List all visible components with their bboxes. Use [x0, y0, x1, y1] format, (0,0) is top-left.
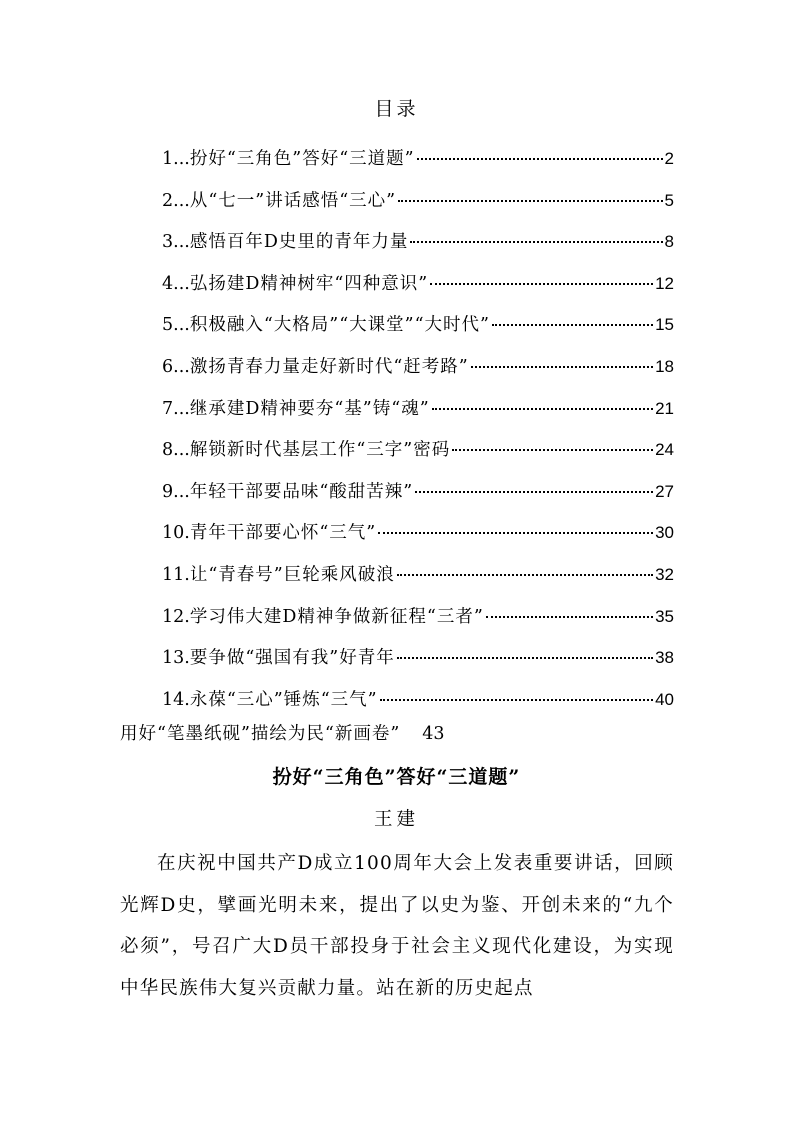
table-of-contents: [162, 145, 674, 727]
toc-entry-page: 18: [655, 356, 674, 376]
toc-leader-dots: [397, 657, 653, 659]
toc-entry[interactable]: [162, 311, 674, 353]
toc-entry-number: 3...: [162, 232, 190, 253]
toc-entry[interactable]: [162, 145, 674, 187]
toc-entry-number: 11.: [162, 564, 190, 585]
toc-entry[interactable]: [162, 187, 674, 229]
toc-entry-page: 2: [664, 149, 674, 168]
toc-title: 目录: [374, 98, 419, 120]
toc-entry-text: 继承建D精神要夯“基”铸“魂”: [189, 398, 430, 419]
toc-leader-dots: [397, 574, 653, 576]
toc-entry-number: 6...: [162, 356, 190, 377]
toc-leader-dots: [432, 408, 653, 410]
toc-extra-text: 用好“笔墨纸砚”描绘为民“新画卷”: [120, 724, 401, 744]
toc-entry[interactable]: [162, 519, 674, 561]
article-title: 扮好“三角色”答好“三道题”: [272, 766, 521, 788]
article-paragraph: 在庆祝中国共产D成立100周年大会上发表重要讲话，回顾光辉D史，擘画光明未来，提出了以史为鉴、开创未来的“九个必须”，号召广大D员干部投身于社会主义现代化建设，为实现中华民族伟大复兴贡献力量。站在新的历史起点: [120, 853, 674, 999]
toc-entry-text: 学习伟大建D精神争做新征程“三者”: [189, 606, 484, 627]
toc-entry-page: 21: [655, 398, 674, 418]
toc-leader-dots: [417, 158, 663, 160]
toc-entry-page: 30: [655, 523, 674, 543]
toc-entry-page: 24: [655, 440, 674, 460]
toc-entry-number: 2...: [162, 190, 190, 211]
toc-entry[interactable]: [162, 603, 674, 645]
toc-entry-number: 14.: [162, 689, 190, 710]
toc-entry-page: 38: [655, 648, 674, 668]
toc-entry-number: 5...: [162, 315, 190, 336]
toc-entry-text: 青年干部要心怀“三气”: [189, 523, 377, 544]
toc-entry-number: 4...: [162, 273, 190, 294]
toc-entry-text: 要争做“强国有我”好青年: [189, 648, 395, 669]
toc-entry-number: 8...: [162, 440, 190, 461]
toc-entry-page: 15: [655, 315, 674, 335]
toc-entry-text: 弘扬建D精神树牢“四种意识”: [189, 273, 429, 294]
toc-entry-text: 扮好“三角色”答好“三道题”: [189, 149, 415, 169]
toc-leader-dots: [492, 324, 653, 326]
toc-leader-dots: [380, 699, 653, 701]
toc-entry[interactable]: [162, 270, 674, 312]
toc-entry[interactable]: [162, 561, 674, 603]
toc-extra-page: 43: [422, 724, 445, 744]
toc-entry-page: 8: [664, 232, 674, 252]
toc-entry-number: 12.: [162, 606, 190, 627]
toc-entry[interactable]: [162, 436, 674, 478]
toc-leader-dots: [415, 491, 653, 493]
toc-entry-text: 激扬青春力量走好新时代“赶考路”: [189, 356, 469, 377]
toc-leader-dots: [398, 200, 662, 202]
toc-extra-entry[interactable]: [120, 720, 445, 745]
toc-entry-text: 让“青春号”巨轮乘风破浪: [189, 564, 395, 585]
toc-entry[interactable]: [162, 478, 674, 520]
toc-entry[interactable]: [162, 228, 674, 270]
article-author: 王建: [373, 809, 419, 830]
toc-entry-number: 13.: [162, 648, 190, 669]
toc-entry-number: 1...: [162, 149, 190, 169]
toc-entry-number: 7...: [162, 398, 190, 419]
toc-entry-page: 32: [655, 564, 674, 584]
toc-entry[interactable]: [162, 353, 674, 395]
toc-leader-dots: [378, 532, 653, 534]
toc-leader-dots: [410, 241, 662, 243]
toc-entry-number: 9...: [162, 481, 190, 502]
toc-entry-text: 从“七一”讲话感悟“三心”: [189, 190, 397, 211]
toc-leader-dots: [452, 449, 653, 451]
toc-entry-page: 40: [655, 689, 674, 709]
toc-entry-page: 12: [655, 273, 674, 293]
toc-entry[interactable]: [162, 644, 674, 686]
toc-entry-page: 27: [655, 481, 674, 501]
toc-entry-text: 永葆“三心”锤炼“三气”: [189, 689, 378, 710]
toc-entry[interactable]: [162, 395, 674, 437]
toc-entry-text: 积极融入“大格局”“大课堂”“大时代”: [189, 315, 491, 336]
toc-entry-number: 10.: [162, 523, 190, 544]
toc-leader-dots: [430, 283, 653, 285]
toc-entry-text: 解锁新时代基层工作“三字”密码: [189, 440, 451, 461]
toc-entry-text: 年轻干部要品味“酸甜苦辣”: [189, 481, 414, 502]
toc-entry-page: 35: [655, 606, 674, 626]
toc-entry-page: 5: [664, 190, 674, 210]
toc-entry-text: 感悟百年D史里的青年力量: [189, 232, 409, 253]
toc-leader-dots: [471, 366, 653, 368]
toc-leader-dots: [486, 616, 653, 618]
